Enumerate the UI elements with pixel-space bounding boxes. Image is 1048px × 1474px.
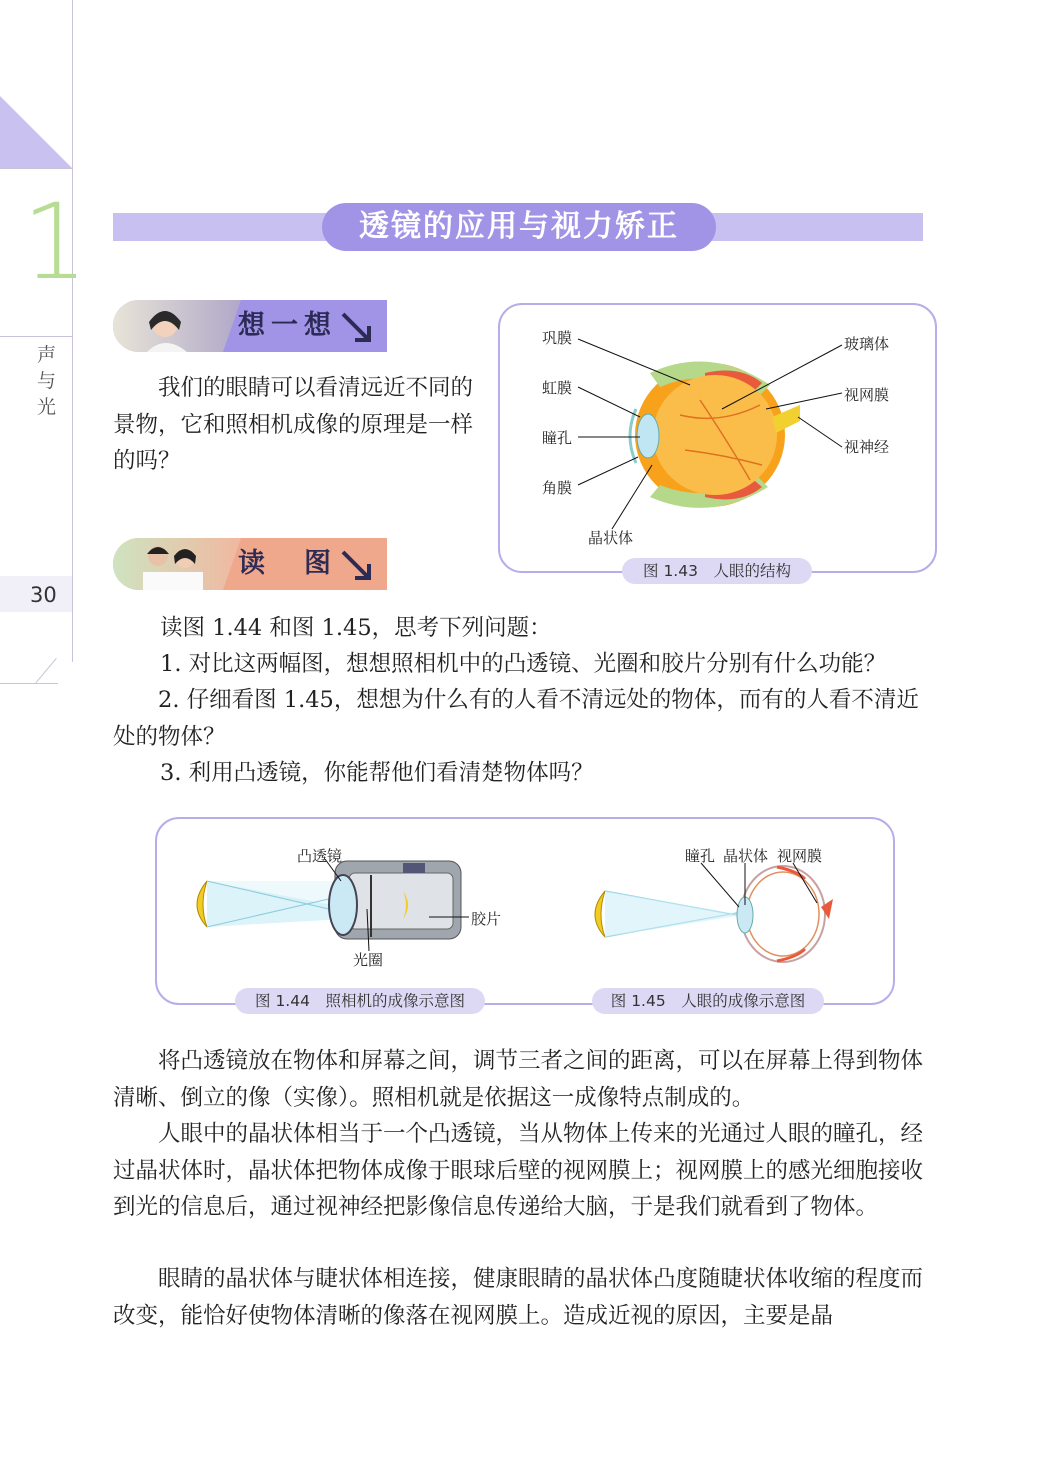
figure-1-44-caption: 图 1.44 照相机的成像示意图 bbox=[235, 988, 485, 1014]
think-text: 我们的眼睛可以看清远近不同的景物，它和照相机成像的原理是一样的吗？ bbox=[113, 375, 474, 474]
label-aperture: 光圈 bbox=[353, 951, 384, 969]
label-lens: 晶状体 bbox=[588, 529, 634, 547]
figures-1-44-1-45-box bbox=[155, 817, 895, 1005]
margin-line bbox=[0, 683, 58, 684]
label-eye-pupil: 瞳孔 bbox=[685, 847, 716, 865]
body-paragraph-1: 将凸透镜放在物体和屏幕之间，调节三者之间的距离，可以在屏幕上得到物体清晰、倒立的像（实像）。照相机就是依据这一成像特点制成的。 bbox=[113, 1048, 924, 1111]
label-eye-lens: 晶状体 bbox=[723, 847, 769, 865]
label-iris: 虹膜 bbox=[542, 379, 573, 397]
section-title: 透镜的应用与视力矫正 bbox=[322, 203, 716, 251]
margin-line bbox=[72, 0, 73, 610]
label-retina: 视网膜 bbox=[844, 386, 890, 404]
page-number: 30 bbox=[30, 583, 57, 607]
label-pupil: 瞳孔 bbox=[542, 429, 573, 447]
body-paragraph-3: 眼睛的晶状体与睫状体相连接，健康眼睛的晶状体凸度随睫状体收缩的程度而改变，能恰好使物体清晰的像落在视网膜上。造成近视的原因，主要是晶 bbox=[113, 1266, 924, 1329]
label-optic-nerve: 视神经 bbox=[844, 438, 890, 456]
read-intro: 读图 1.44 和图 1.45，思考下列问题： bbox=[160, 615, 552, 641]
label-cornea: 角膜 bbox=[542, 479, 573, 497]
read-question-1: 1. 对比这两幅图，想想照相机中的凸透镜、光圈和胶片分别有什么功能？ bbox=[160, 651, 887, 677]
read-heading bbox=[113, 538, 387, 590]
margin-divider bbox=[0, 336, 72, 337]
figure-1-43-caption: 图 1.43 人眼的结构 bbox=[622, 558, 812, 584]
read-question-3: 3. 利用凸透镜，你能帮他们看清楚物体吗？ bbox=[160, 760, 594, 786]
think-heading bbox=[113, 300, 387, 352]
corner-triangle bbox=[0, 96, 72, 168]
margin-divider bbox=[0, 168, 72, 169]
chapter-number: 1 bbox=[22, 181, 89, 303]
margin-line bbox=[35, 658, 56, 683]
figure-1-43-box bbox=[498, 303, 937, 573]
label-vitreous: 玻璃体 bbox=[844, 335, 890, 353]
figure-1-45-caption: 图 1.45 人眼的成像示意图 bbox=[592, 988, 824, 1014]
read-heading-label: 读 图 bbox=[238, 548, 337, 579]
body-paragraph-2: 人眼中的晶状体相当于一个凸透镜，当从物体上传来的光通过人眼的瞳孔，经过晶状体时，晶状体把物体成像于眼球后壁的视网膜上；视网膜上的感光细胞接收到光的信息后，通过视神经把影像信息传递给大脑，于是我们就看到了物体。 bbox=[113, 1121, 924, 1220]
label-convex-lens: 凸透镜 bbox=[297, 847, 343, 865]
margin-line bbox=[72, 610, 73, 662]
label-eye-retina: 视网膜 bbox=[777, 847, 823, 865]
label-sclera: 巩膜 bbox=[542, 329, 573, 347]
chapter-title: 声与光 bbox=[37, 344, 57, 418]
think-heading-label: 想一想 bbox=[238, 310, 337, 341]
read-question-2: 2. 仔细看图 1.45，想想为什么有的人看不清远处的物体，而有的人看不清近处的物体？ bbox=[113, 687, 919, 750]
label-film: 胶片 bbox=[471, 910, 502, 928]
